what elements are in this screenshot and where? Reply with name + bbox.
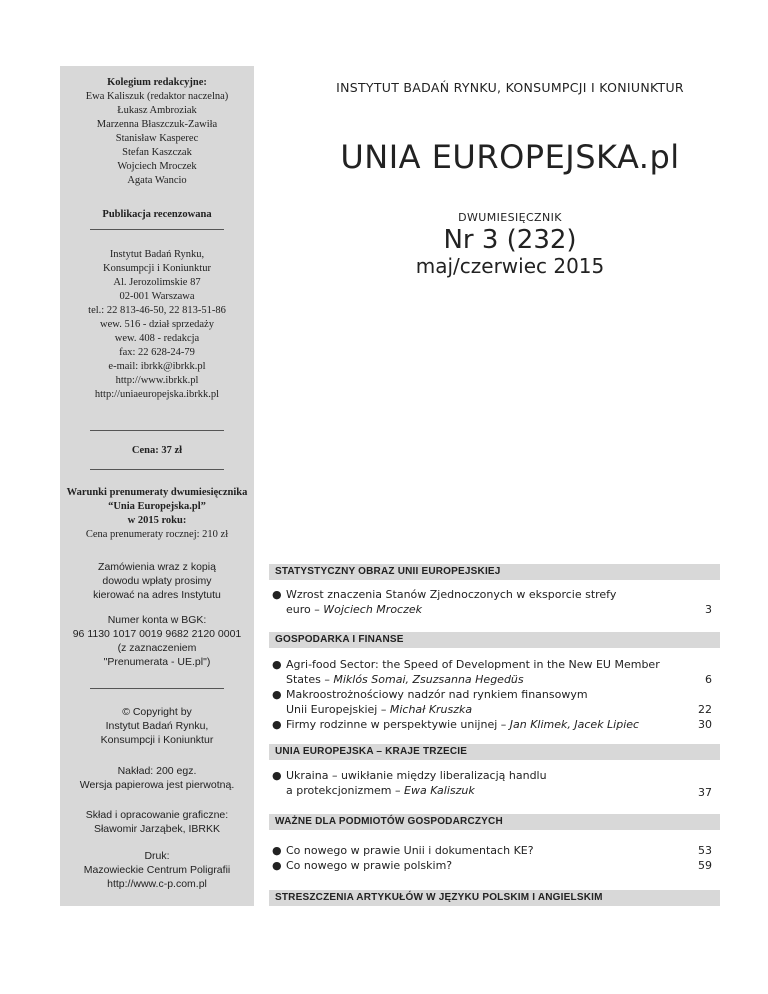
address-line: Konsumpcji i Koniunktur [103, 263, 211, 274]
bullet-icon: ● [272, 588, 282, 601]
bullet-icon: ● [272, 859, 282, 872]
issue-date: maj/czerwiec 2015 [415, 254, 605, 278]
toc-entry [272, 768, 712, 798]
typesetting [60, 808, 254, 836]
board-member: Stanisław Kasperec [115, 133, 199, 144]
copyright-line: Konsumpcji i Koniunktur [100, 734, 214, 746]
order-line: Zamówienia wraz z kopią [98, 561, 216, 573]
entry-title: Makroostrożnościowy nadzór nad rynkiem finansowym [286, 688, 588, 701]
entry-title: Co nowego w prawie Unii i dokumentach KE? [286, 844, 534, 857]
entry-title: Firmy rodzinne w perspektywie unijnej – Jan Klimek, Jacek Lipiec [286, 718, 640, 731]
printing-house [60, 849, 254, 891]
institute-address [60, 248, 254, 402]
entry-author: Miklós Somai, Zsuzsanna Hegedüs [333, 673, 524, 686]
entry-author: Michał Kruszka [389, 703, 473, 716]
printing-line: http://www.c-p.com.pl [107, 878, 207, 890]
order-line: dowodu wpłaty prosimy [102, 575, 212, 587]
subscription-heading: “Unia Europejska.pl” [108, 501, 206, 512]
entry-page: 59 [698, 859, 712, 872]
entry-page: 22 [698, 703, 712, 716]
divider [90, 469, 224, 470]
website-line: http://www.ibrkk.pl [115, 375, 199, 386]
website-line: http://uniaeuropejska.ibrkk.pl [94, 389, 220, 400]
print-run-line: Nakład: 200 egz. [117, 765, 197, 777]
subscription-heading: w 2015 roku: [127, 515, 187, 526]
toc-section-heading: STATYSTYCZNY OBRAZ UNII EUROPEJSKIEJ [269, 564, 720, 580]
address-line: 02-001 Warszawa [119, 291, 195, 302]
address-line: fax: 22 628-24-79 [119, 347, 195, 358]
entry-page: 30 [698, 718, 712, 731]
bullet-icon: ● [272, 769, 282, 782]
account-line: "Prenumerata - UE.pl") [103, 656, 211, 668]
order-line: kierować na adres Instytutu [93, 589, 221, 601]
board-member: Marzenna Błaszczuk-Zawiła [96, 119, 218, 130]
copyright-line: © Copyright by [122, 706, 192, 718]
board-member: Łukasz Ambroziak [117, 105, 197, 116]
entry-author: Wojciech Mroczek [323, 603, 423, 616]
address-line: Al. Jerozolimskie 87 [113, 277, 201, 288]
print-run-line: Wersja papierowa jest pierwotną. [79, 779, 235, 791]
board-member: Ewa Kaliszuk (redaktor naczelna) [85, 91, 229, 102]
divider [90, 688, 224, 689]
entry-page: 37 [698, 786, 712, 799]
printing-line: Mazowieckie Centrum Poligrafii [83, 864, 231, 876]
typesetting-line: Skład i opracowanie graficzne: [85, 809, 229, 821]
address-line: wew. 516 - dział sprzedaży [100, 319, 214, 330]
entry-title: Ukraina – uwikłanie między liberalizacją handlu [286, 769, 547, 782]
account-line: (z zaznaczeniem [117, 642, 197, 654]
editorial-sidebar [60, 66, 254, 906]
copyright-line: Instytut Badań Rynku, [105, 720, 209, 732]
toc-entry [272, 657, 712, 687]
subscription-price: Cena prenumeraty rocznej: 210 zł [85, 529, 229, 540]
subscription-heading: Warunki prenumeraty dwumiesięcznika [66, 487, 248, 498]
entry-title: Co nowego w prawie polskim? [286, 859, 453, 872]
address-line: Instytut Badań Rynku, [109, 249, 205, 260]
price: Cena: 37 zł [131, 445, 183, 456]
toc-section-heading: WAŻNE DLA PODMIOTÓW GOSPODARCZYCH [269, 814, 720, 830]
entry-title: Agri-food Sector: the Speed of Development in the New EU Member [286, 658, 660, 671]
toc-entry [272, 717, 712, 732]
order-info [60, 560, 254, 602]
bullet-icon: ● [272, 658, 282, 671]
print-run [60, 764, 254, 792]
toc-entry [272, 587, 712, 617]
entry-title-cont: a protekcjonizmem – Ewa Kaliszuk [286, 784, 475, 797]
bullet-icon: ● [272, 844, 282, 857]
frequency-label: DWUMIESIĘCZNIK [458, 211, 562, 224]
typesetting-line: Sławomir Jarząbek, IBRKK [93, 823, 221, 835]
bank-account [60, 613, 254, 669]
divider [90, 430, 224, 431]
copyright [60, 705, 254, 747]
board-member: Stefan Kaszczak [122, 147, 192, 158]
address-line: tel.: 22 813-46-50, 22 813-51-86 [88, 305, 226, 316]
entry-page: 3 [705, 603, 712, 616]
toc-section-heading: GOSPODARKA I FINANSE [269, 632, 720, 648]
bullet-icon: ● [272, 718, 282, 731]
toc-entry [272, 687, 712, 717]
account-line: Numer konta w BGK: [107, 614, 207, 626]
board-member: Wojciech Mroczek [117, 161, 197, 172]
subscription-terms [60, 486, 254, 542]
address-line: wew. 408 - redakcja [114, 333, 200, 344]
institute-name: INSTYTUT BADAŃ RYNKU, KONSUMPCJI I KONIUNKTUR [336, 80, 684, 95]
entry-page: 6 [705, 673, 712, 686]
entry-page: 53 [698, 844, 712, 857]
entry-title-cont: euro – Wojciech Mroczek [286, 603, 423, 616]
email-line: e-mail: ibrkk@ibrkk.pl [108, 361, 206, 372]
toc-entry [272, 858, 712, 873]
bullet-icon: ● [272, 688, 282, 701]
reviewed-note: Publikacja recenzowana [102, 209, 212, 220]
entry-title-cont: States – Miklós Somai, Zsuzsanna Hegedüs [286, 673, 524, 686]
entry-title-cont: Unii Europejskiej – Michał Kruszka [286, 703, 473, 716]
account-number: 96 1130 1017 0019 9682 2120 0001 [72, 628, 242, 640]
toc-section-heading: UNIA EUROPEJSKA – KRAJE TRZECIE [269, 744, 720, 760]
editorial-board [60, 76, 254, 188]
board-heading: Kolegium redakcyjne: [107, 77, 207, 88]
journal-title: UNIA EUROPEJSKA.pl [340, 138, 680, 176]
entry-author: Jan Klimek, Jacek Lipiec [509, 718, 640, 731]
entry-title: Wzrost znaczenia Stanów Zjednoczonych w eksporcie strefy [286, 588, 617, 601]
toc-entry [272, 843, 712, 858]
toc-section-heading: STRESZCZENIA ARTYKUŁÓW W JĘZYKU POLSKIM I ANGIELSKIM [269, 890, 720, 906]
entry-author: Ewa Kaliszuk [404, 784, 475, 797]
printing-line: Druk: [144, 850, 170, 862]
issue-number: Nr 3 (232) [443, 225, 577, 255]
divider [90, 229, 224, 230]
board-member: Agata Wancio [127, 175, 187, 186]
